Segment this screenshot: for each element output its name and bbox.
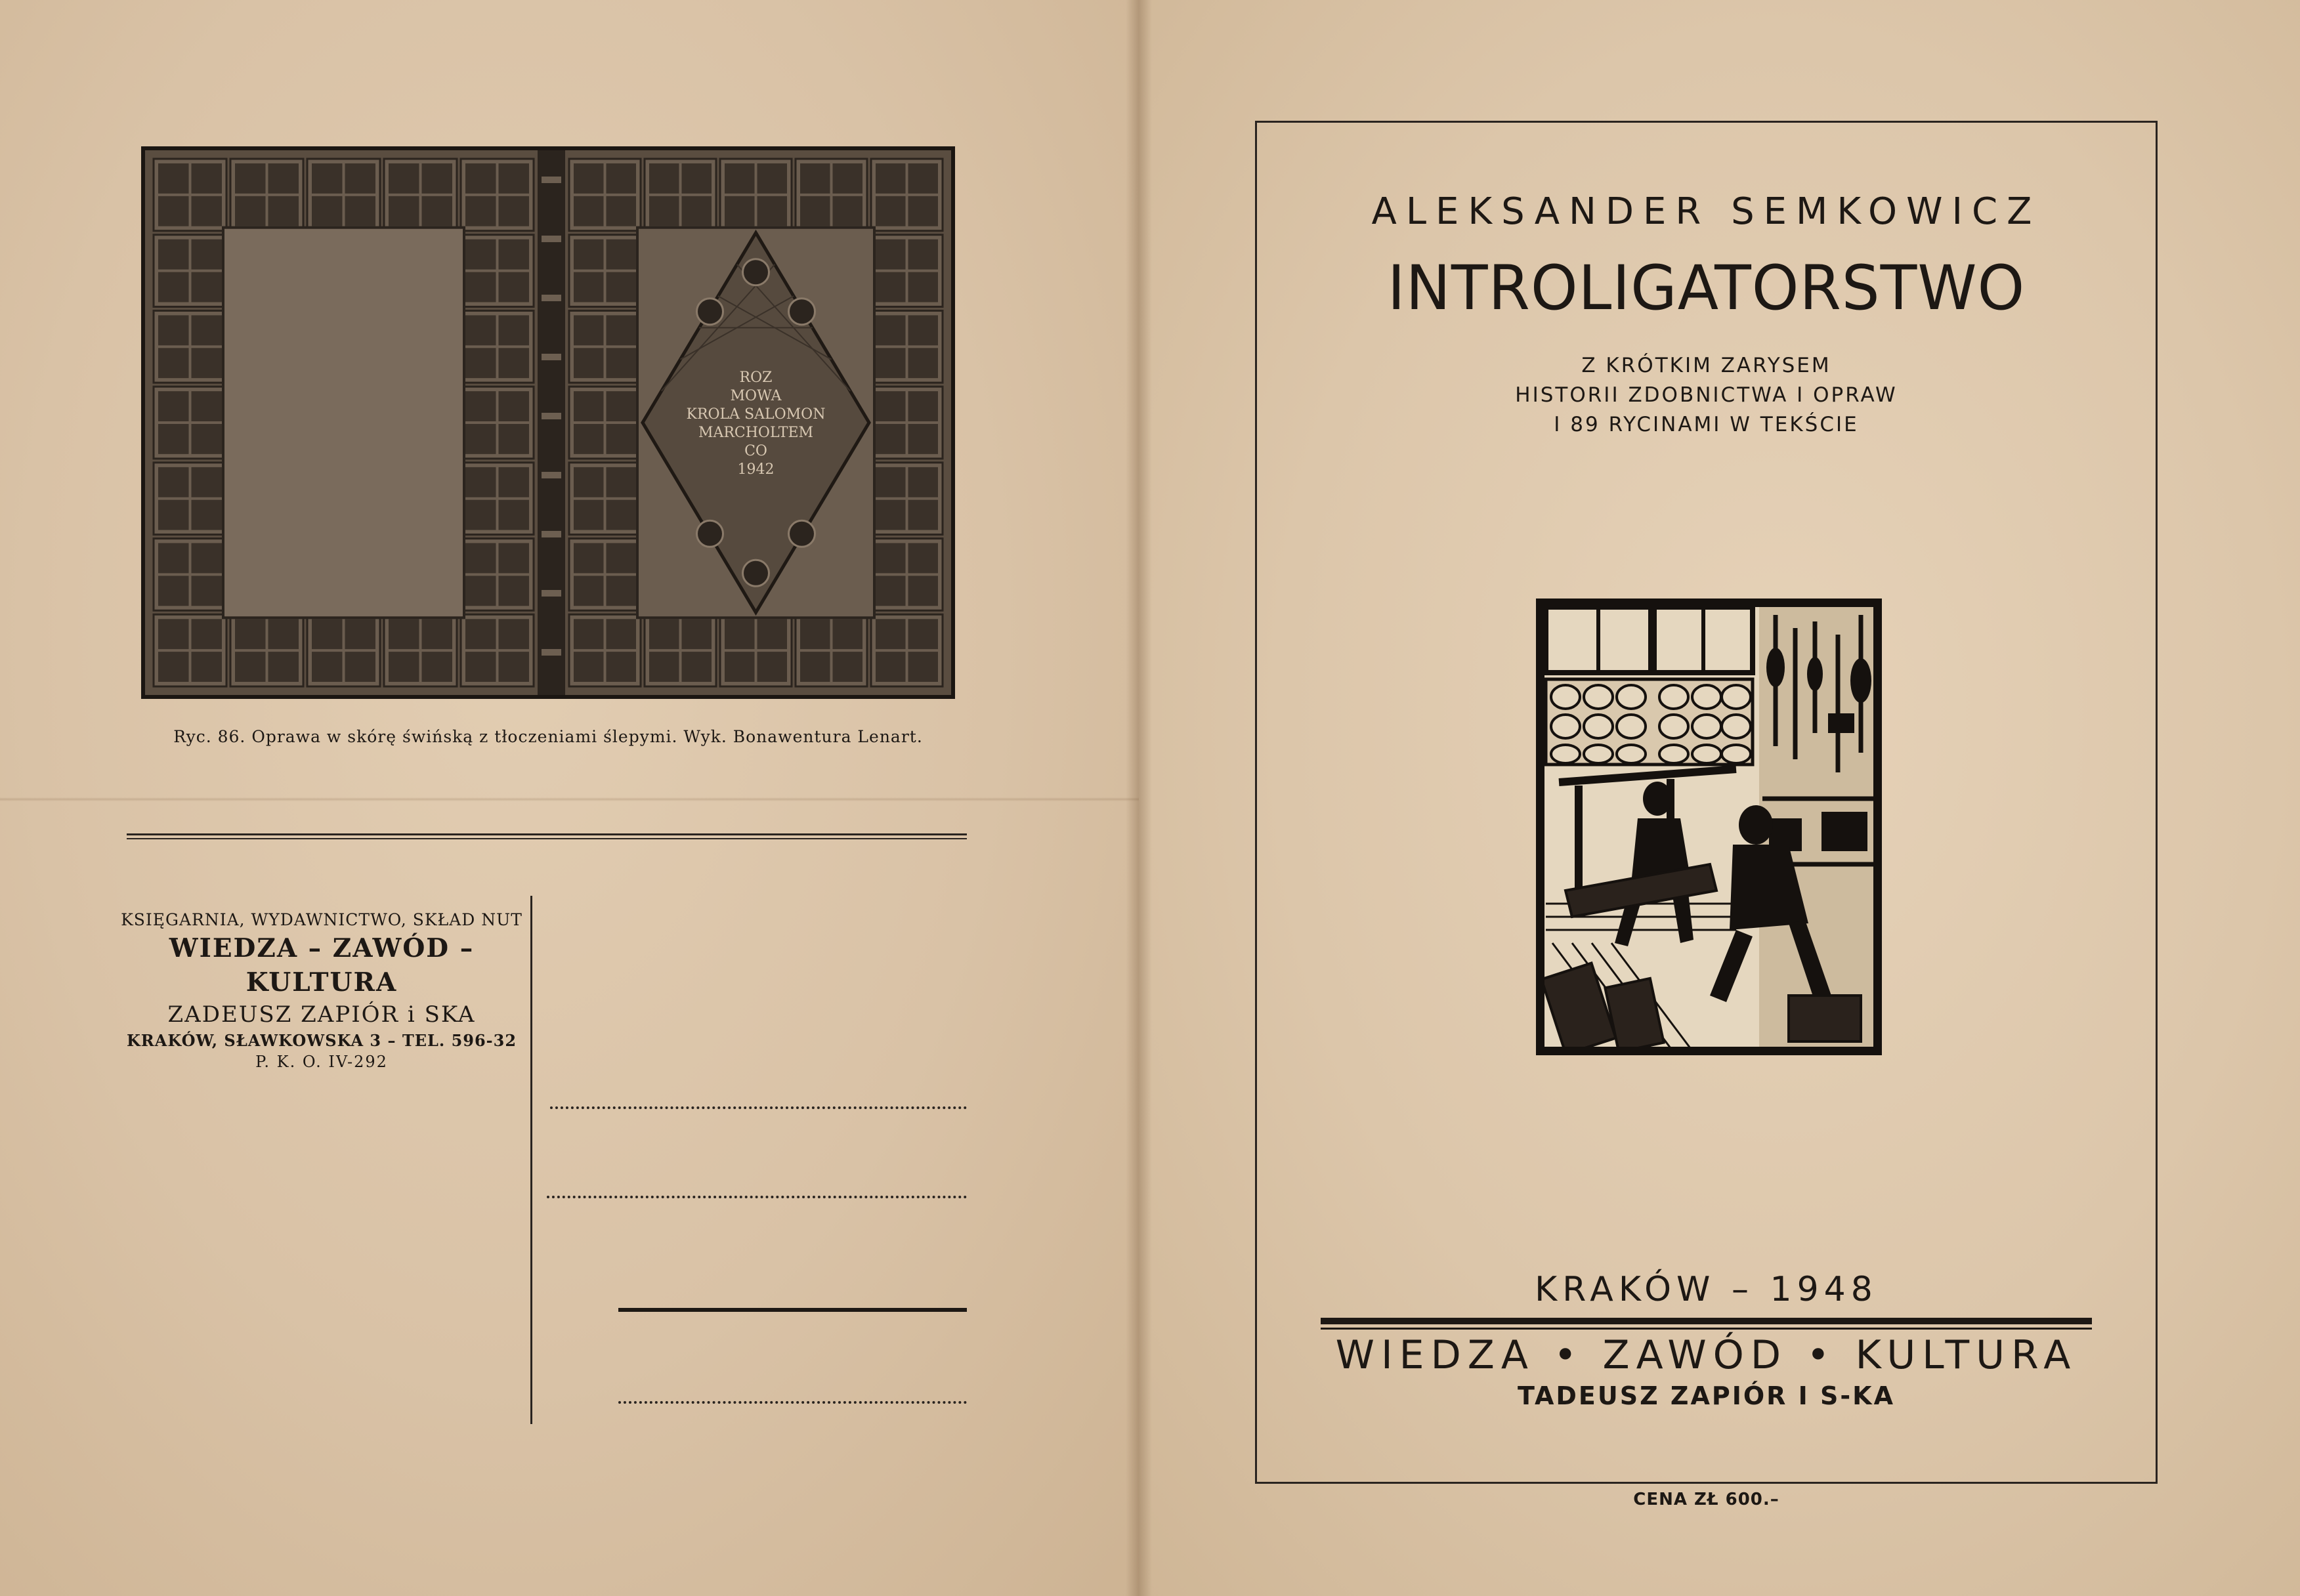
publisher-address: KRAKÓW, SŁAWKOWSKA 3 – TEL. 596-32 [126,1030,517,1050]
figure-caption: Ryc. 86. Oprawa w skórę świńską z tłoczeniami ślepymi. Wyk. Bonawentura Lenart. [173,727,923,746]
binding-inscription-line: MOWA [730,388,782,404]
address-line-1 [550,1106,967,1109]
publisher-name: WIEDZA – ZAWÓD – KULTURA [169,933,475,998]
publisher-address-block [105,909,538,1073]
binding-inscription-line: CO [744,443,767,459]
address-line-4 [618,1401,967,1404]
publisher-imprint: WIEDZA • ZAWÓD • KULTURA [1335,1332,2077,1378]
bookbinder-woodcut-illustration [1539,602,1879,1052]
book-gutter [1126,0,1152,1596]
paper-fold [0,797,1139,801]
publisher-imprint-owner: TADEUSZ ZAPIÓR I S-KA [1518,1381,1895,1410]
book-binding-illustration [145,150,951,695]
binding-inscription-line: 1942 [737,461,775,478]
bookbinder-woodcut [1536,598,1882,1055]
place-and-year: KRAKÓW – 1948 [1535,1270,1878,1309]
publisher-owner: ZADEUSZ ZAPIÓR i SKA [167,1001,476,1028]
subtitle-line-2: HISTORII ZDOBNICTWA I OPRAW [1515,383,1898,407]
divider-rule [127,833,967,839]
subtitle-line-1: Z KRÓTKIM ZARYSEM [1581,354,1831,377]
price-label: CENA ZŁ 600.– [1633,1490,1779,1509]
binding-photo [141,146,955,699]
binding-inscription-line: MARCHOLTEM [698,425,814,441]
address-line-3 [618,1308,967,1312]
imprint-rule-thick [1321,1318,2092,1324]
book-title: INTROLIGATORSTWO [1387,253,2026,324]
postcard-divider [530,896,532,1424]
binding-inscription-line: ROZ [739,369,773,386]
book-subtitle [1255,351,2158,440]
publisher-type: KSIĘGARNIA, WYDAWNICTWO, SKŁAD NUT [121,910,522,929]
publisher-account: P. K. O. IV-292 [255,1053,388,1072]
imprint-rule-thin [1321,1328,2092,1330]
subtitle-line-3: I 89 RYCINAMI W TEKŚCIE [1554,412,1859,436]
binding-inscription-line: KROLA SALOMON [686,406,826,423]
address-line-2 [547,1196,967,1198]
author-name: ALEKSANDER SEMKOWICZ [1371,190,2041,233]
